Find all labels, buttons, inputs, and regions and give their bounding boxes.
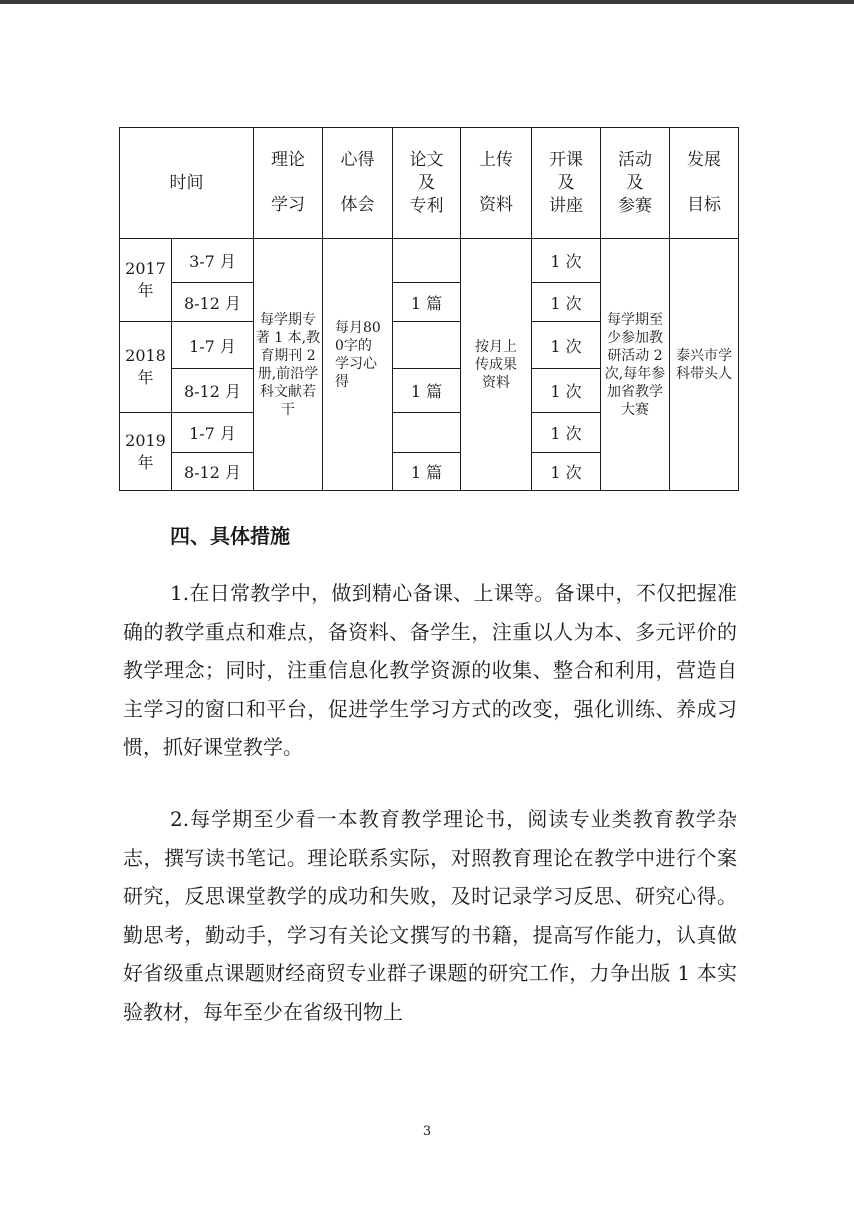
- lecture-cell: 1 次: [532, 283, 601, 322]
- month-cell: 1-7 月: [172, 322, 254, 369]
- paper-cell: [393, 322, 461, 369]
- paragraph-1: 1.在日常教学中，做到精心备课、上课等。备课中，不仅把握准确的教学重点和难点，备资料、备学生，注重以人为本、多元评价的教学理念；同时，注重信息化教学资源的收集、整合和利用，营造自主学习的窗口和平台，促进学生学习方式的改变，强化训练、养成习惯，抓好课堂教学。: [123, 581, 737, 759]
- header-lecture: 开课 及 讲座: [532, 128, 601, 239]
- development-plan-table: [119, 127, 739, 491]
- upload-text: 按月上传成果资料: [461, 239, 532, 491]
- top-border: [0, 0, 854, 4]
- header-row: [120, 128, 739, 239]
- activity-text: 每学期至少参加教研活动 2 次,每年参加省教学大赛: [601, 239, 670, 491]
- goal-text: 泰兴市学科带头人: [670, 239, 739, 491]
- lecture-cell: 1 次: [532, 369, 601, 413]
- month-cell: 8-12 月: [172, 283, 254, 322]
- header-activity: 活动 及 参赛: [601, 128, 670, 239]
- header-goal: 发展 目标: [670, 128, 739, 239]
- month-cell: 8-12 月: [172, 453, 254, 491]
- lecture-cell: 1 次: [532, 453, 601, 491]
- header-upload: 上传 资料: [461, 128, 532, 239]
- paper-cell: 1 篇: [393, 453, 461, 491]
- theory-text: 每学期专著 1 本,教育期刊 2 册,前沿学科文献若干: [254, 239, 323, 491]
- year-cell: 2017 年: [120, 239, 172, 322]
- year-cell: 2018 年: [120, 322, 172, 413]
- paper-cell: [393, 413, 461, 453]
- month-cell: 3-7 月: [172, 239, 254, 283]
- lecture-cell: 1 次: [532, 239, 601, 283]
- header-insight: 心得 体会: [323, 128, 393, 239]
- year-cell: 2019 年: [120, 413, 172, 491]
- header-time: 时间: [120, 128, 254, 239]
- header-paper: 论文 及 专利: [393, 128, 461, 239]
- table-row: [120, 239, 739, 283]
- month-cell: 1-7 月: [172, 413, 254, 453]
- month-cell: 8-12 月: [172, 369, 254, 413]
- header-theory: 理论 学习: [254, 128, 323, 239]
- lecture-cell: 1 次: [532, 322, 601, 369]
- paragraph-2: 2.每学期至少看一本教育教学理论书，阅读专业类教育教学杂志，撰写读书笔记。理论联系实际，对照教育理论在教学中进行个案研究，反思课堂教学的成功和失败，及时记录学习反思、研究心得。勤思考，勤动手，学习有关论文撰写的书籍，提高写作能力，认真做好省级重点课题财经商贸专业群子课题的研究工作，力争出版 1 本实验教材，每年至少在省级刊物上: [123, 807, 737, 1024]
- section-heading: 四、具体措施: [170, 524, 290, 548]
- page-number: 3: [422, 1124, 432, 1139]
- insight-text: 每月800字的学习心得: [323, 239, 393, 491]
- paper-cell: [393, 239, 461, 283]
- paper-cell: 1 篇: [393, 283, 461, 322]
- lecture-cell: 1 次: [532, 413, 601, 453]
- paper-cell: 1 篇: [393, 369, 461, 413]
